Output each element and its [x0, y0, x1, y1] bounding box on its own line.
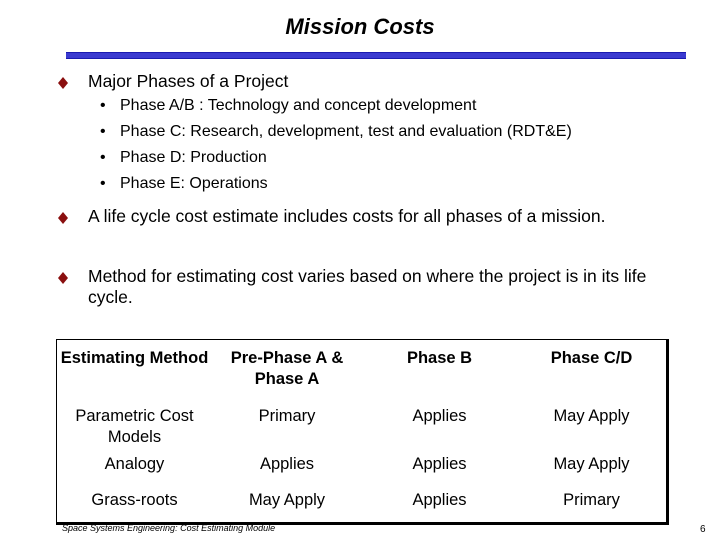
- table-row: [57, 490, 666, 526]
- header-cell: Pre-Phase A & Phase A: [230, 349, 344, 388]
- table-cell: May Apply: [553, 407, 630, 425]
- title-underline: [66, 52, 686, 59]
- list-item-text: Phase E: Operations: [120, 175, 268, 192]
- bullet-estimating-method: [58, 266, 658, 308]
- list-item: [100, 121, 680, 147]
- table-row: [57, 406, 666, 454]
- list-item: [100, 95, 680, 121]
- list-item-text: Phase A/B : Technology and concept development: [120, 97, 477, 114]
- table-header-row: [57, 340, 666, 406]
- table-cell: Applies: [412, 491, 467, 509]
- bullet-dot-icon: •: [100, 175, 106, 192]
- list-item-text: Phase C: Research, development, test and evaluation (RDT&E): [120, 123, 572, 140]
- list-item: [100, 147, 680, 173]
- table-cell: Applies: [259, 455, 315, 473]
- page-number: 6: [700, 524, 706, 535]
- table-cell: Applies: [412, 455, 467, 473]
- table-cell: Applies: [412, 407, 467, 425]
- diamond-bullet-icon: [58, 77, 68, 89]
- bullet-text: Major Phases of a Project: [88, 71, 289, 91]
- diamond-bullet-icon: [58, 212, 68, 224]
- footer-caption: Space Systems Engineering: Cost Estimating Module: [62, 523, 276, 533]
- bullet-dot-icon: •: [100, 149, 106, 166]
- table-cell: May Apply: [553, 455, 630, 473]
- table-cell: Analogy: [104, 455, 165, 473]
- table-cell: Primary: [258, 407, 316, 425]
- slide-title: Mission Costs: [285, 14, 435, 39]
- bullet-major-phases: [58, 71, 658, 92]
- bullet-life-cycle: [58, 206, 658, 227]
- table-cell: Grass-roots: [91, 491, 178, 509]
- table-cell: Parametric Cost Models: [75, 407, 194, 446]
- table-row: [57, 454, 666, 490]
- cost-method-table: [56, 339, 669, 525]
- header-cell: Estimating Method: [60, 349, 209, 367]
- bullet-text: A life cycle cost estimate includes costs for all phases of a mission.: [88, 206, 606, 226]
- header-cell: Phase B: [406, 349, 473, 367]
- phase-list: [100, 95, 680, 199]
- bullet-dot-icon: •: [100, 97, 106, 114]
- list-item-text: Phase D: Production: [120, 149, 267, 166]
- table-cell: May Apply: [248, 491, 326, 509]
- list-item: [100, 173, 680, 199]
- bullet-text: Method for estimating cost varies based on where the project is in its life cycle.: [88, 266, 647, 307]
- diamond-bullet-icon: [58, 272, 68, 284]
- header-cell: Phase C/D: [550, 349, 633, 367]
- table-cell: Primary: [563, 491, 620, 509]
- bullet-dot-icon: •: [100, 123, 106, 140]
